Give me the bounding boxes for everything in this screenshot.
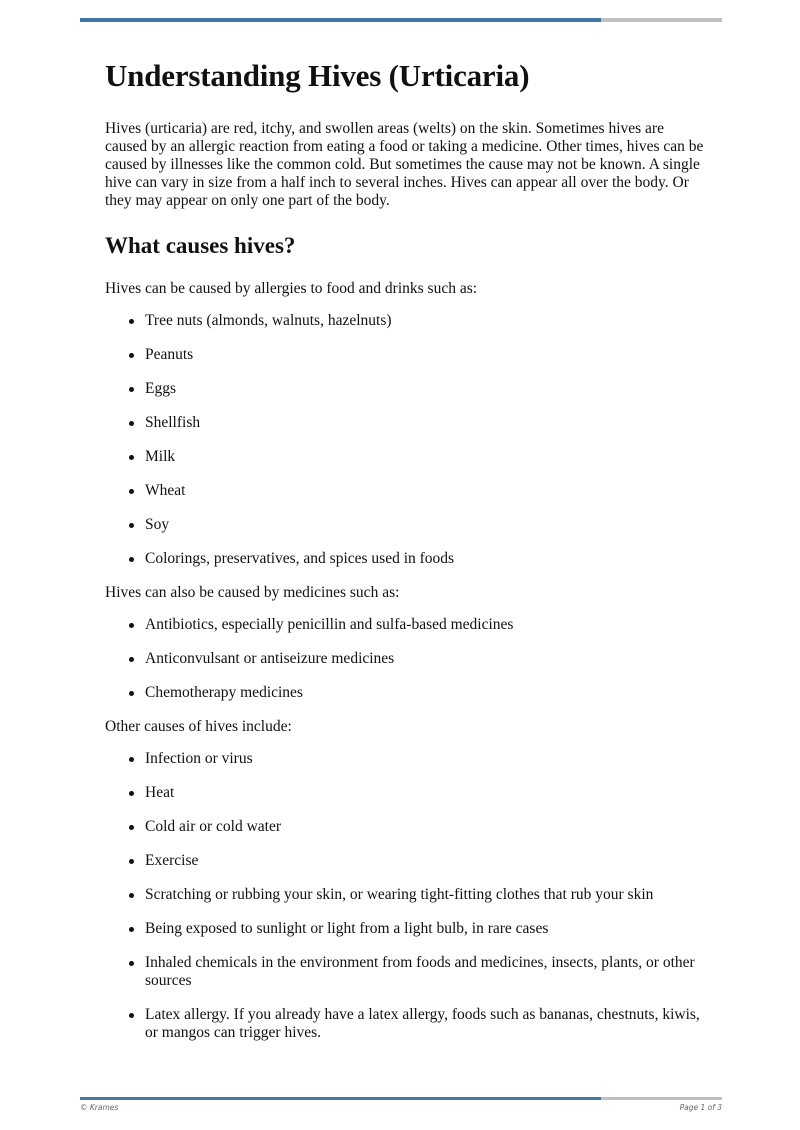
header-bar-accent <box>80 18 601 22</box>
list-item: Inhaled chemicals in the environment from foods and medicines, insects, plants, or other sources <box>105 954 705 990</box>
list-item: Being exposed to sunlight or light from a light bulb, in rare cases <box>105 920 705 938</box>
other-causes-list <box>105 750 705 1042</box>
list-item: Tree nuts (almonds, walnuts, hazelnuts) <box>105 312 705 330</box>
header-bar-rest <box>601 18 722 22</box>
list-item: Cold air or cold water <box>105 818 705 836</box>
list-item: Antibiotics, especially penicillin and sulfa-based medicines <box>105 616 705 634</box>
list-item: Exercise <box>105 852 705 870</box>
footer-bar-rest <box>601 1097 722 1100</box>
list-item: Peanuts <box>105 346 705 364</box>
list-item: Latex allergy. If you already have a latex allergy, foods such as bananas, chestnuts, kiwis, or mangos can trigger hives. <box>105 1006 705 1042</box>
page-title: Understanding Hives (Urticaria) <box>105 58 530 93</box>
list-item: Shellfish <box>105 414 705 432</box>
list-item: Infection or virus <box>105 750 705 768</box>
footer-divider-bar <box>80 1097 722 1100</box>
list-item: Wheat <box>105 482 705 500</box>
list-item: Soy <box>105 516 705 534</box>
food-allergy-list <box>105 312 705 568</box>
list-item: Milk <box>105 448 705 466</box>
footer-bar-accent <box>80 1097 601 1100</box>
list-item: Eggs <box>105 380 705 398</box>
header-divider-bar <box>80 18 722 22</box>
list-item: Scratching or rubbing your skin, or wearing tight-fitting clothes that rub your skin <box>105 886 705 904</box>
list-item: Heat <box>105 784 705 802</box>
list-item: Anticonvulsant or antiseizure medicines <box>105 650 705 668</box>
medicine-list <box>105 616 705 702</box>
other-causes-intro-text: Other causes of hives include: <box>105 718 292 735</box>
intro-paragraph: Hives (urticaria) are red, itchy, and swollen areas (welts) on the skin. Sometimes hives are caused by an allergic reaction from eating a food or taking a medicine. Other times, hives can be caused by illnesses like the common cold. But sometimes the cause may not be known. A single hive can vary in size from a half inch to several inches. Hives can appear all over the body. Or they may appear on only one part of the body. <box>105 120 704 209</box>
food-intro-text: Hives can be caused by allergies to food and drinks such as: <box>105 280 478 297</box>
list-item: Colorings, preservatives, and spices used in foods <box>105 550 705 568</box>
medicine-intro-text: Hives can also be caused by medicines such as: <box>105 584 400 601</box>
footer-copyright: © Krames <box>80 1103 119 1112</box>
document-body <box>105 56 705 1058</box>
section-heading-causes: What causes hives? <box>105 233 296 258</box>
footer-page-number: Page 1 of 3 <box>679 1103 722 1112</box>
list-item: Chemotherapy medicines <box>105 684 705 702</box>
